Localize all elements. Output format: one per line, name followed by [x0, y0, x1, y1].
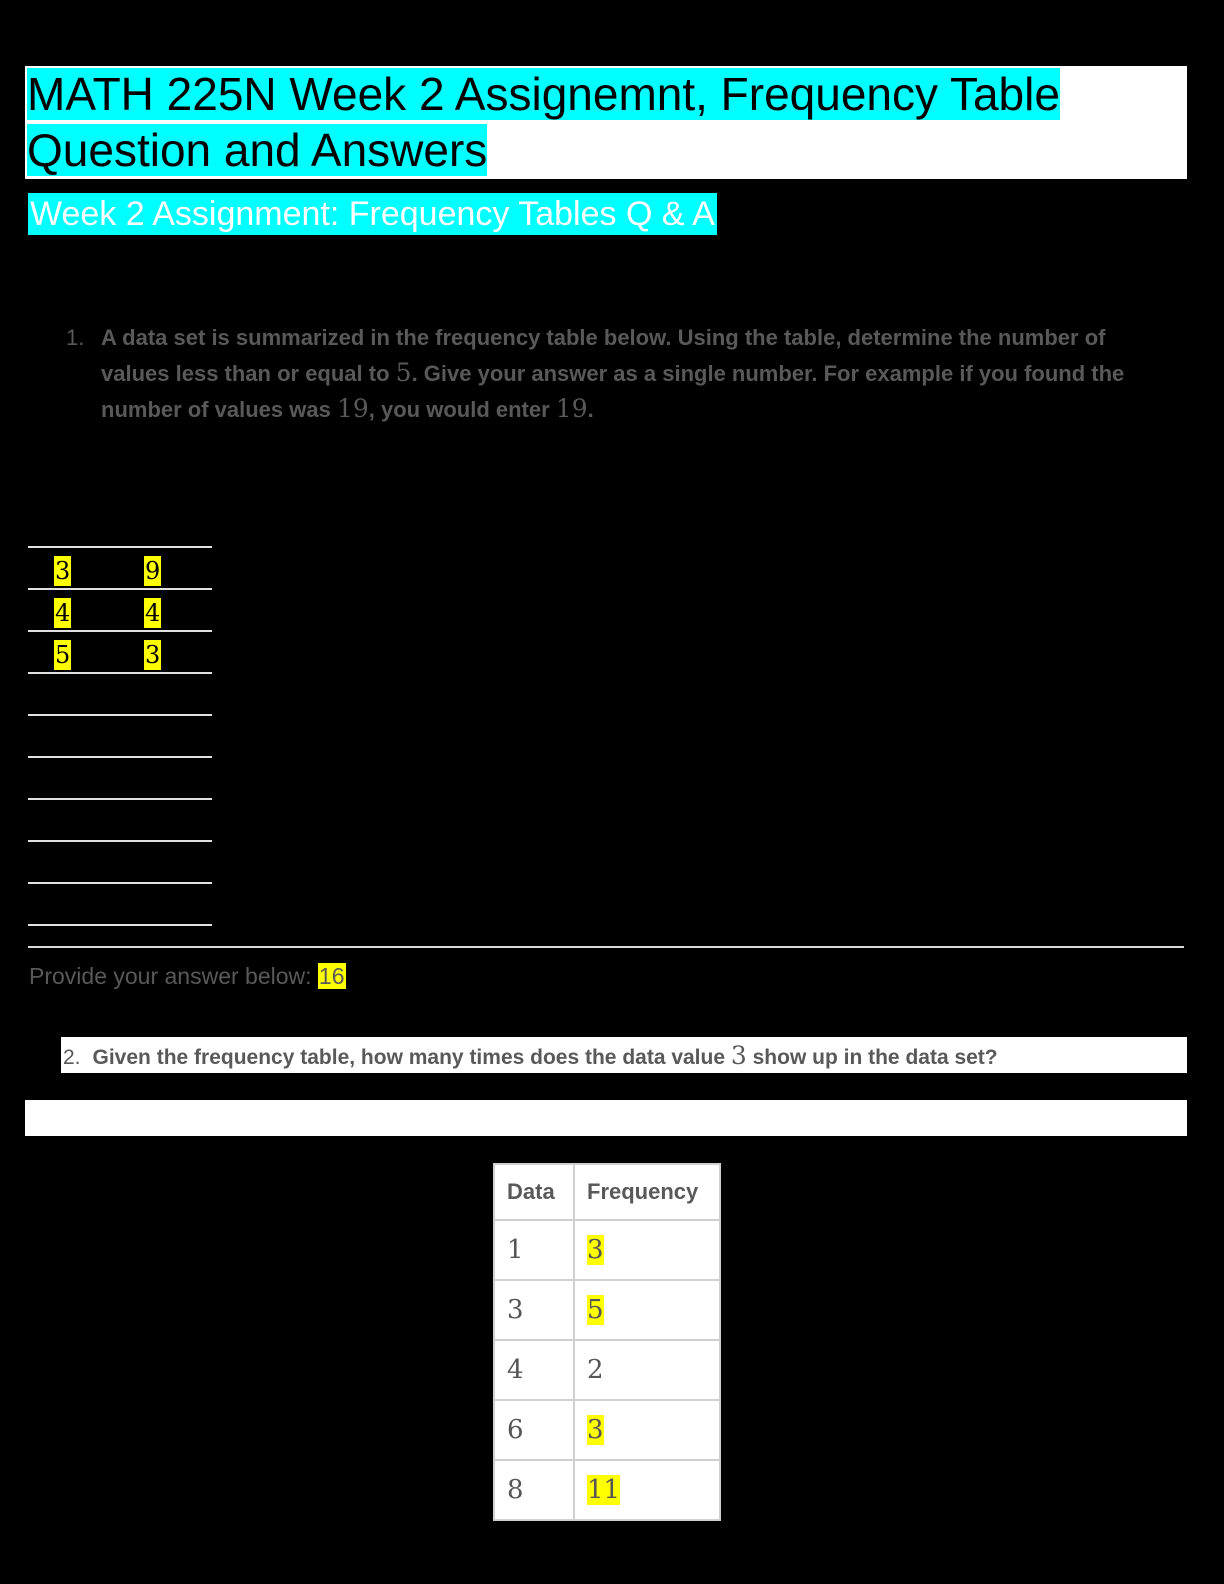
question-text-segment: Given the frequency table, how many times does the data value	[92, 1046, 731, 1069]
answer-value: 16	[318, 963, 345, 989]
data-cell: 6	[494, 1400, 574, 1460]
empty-table-row	[28, 672, 212, 714]
table-row	[28, 630, 212, 672]
empty-table-row	[28, 882, 212, 926]
table-row	[28, 588, 212, 630]
data-cell: 4	[494, 1340, 574, 1400]
table-row	[494, 1220, 720, 1280]
page-subtitle: Week 2 Assignment: Frequency Tables Q & A	[30, 195, 715, 233]
table-header-row	[494, 1164, 720, 1220]
question-1-answer	[29, 960, 346, 992]
data-cell: 3	[55, 557, 71, 585]
frequency-cell: 3	[145, 641, 161, 669]
frequency-cell	[574, 1280, 720, 1340]
question-1-number: 1.	[66, 325, 85, 350]
frequency-value: 3	[587, 1235, 604, 1265]
question-1	[66, 320, 1176, 427]
question-2-frequency-table	[493, 1163, 721, 1521]
blank-answer-area	[25, 1100, 1187, 1136]
question-text-segment: .	[587, 397, 594, 422]
answer-label: Provide your answer below:	[29, 963, 312, 989]
question-text-segment: , you would enter	[368, 397, 556, 422]
question-1-text	[101, 320, 1176, 427]
frequency-cell	[574, 1400, 720, 1460]
section-divider	[28, 946, 1184, 948]
frequency-cell: 4	[145, 599, 161, 627]
math-value: 5	[395, 358, 412, 387]
column-header-data: Data	[494, 1164, 574, 1220]
data-cell: 5	[55, 641, 71, 669]
math-value: 19	[336, 394, 369, 423]
frequency-cell	[574, 1220, 720, 1280]
frequency-cell	[574, 1340, 720, 1400]
frequency-value: 3	[587, 1415, 604, 1445]
math-value: 19	[555, 394, 588, 423]
data-cell: 3	[494, 1280, 574, 1340]
question-2	[63, 1039, 998, 1075]
data-cell: 8	[494, 1460, 574, 1520]
empty-table-row	[28, 840, 212, 882]
frequency-value: 2	[587, 1355, 604, 1385]
title-line-2: Question and Answers	[27, 124, 488, 176]
table-row	[494, 1280, 720, 1340]
math-value: 3	[730, 1041, 747, 1070]
empty-table-row	[28, 714, 212, 756]
frequency-cell	[574, 1460, 720, 1520]
question-2-number: 2.	[63, 1046, 81, 1069]
empty-table-row	[28, 798, 212, 840]
data-cell: 4	[55, 599, 71, 627]
title-line-1: MATH 225N Week 2 Assignemnt, Frequency Table	[27, 68, 1060, 120]
question-text-segment: A data set is summarized in the frequency table below. Using the table, determine the number of values less than or equal to	[101, 325, 1106, 386]
question-text-segment: . Give your answer as a single number. For example if you found the number of values was	[101, 361, 1125, 422]
empty-table-row	[28, 756, 212, 798]
table-row	[494, 1400, 720, 1460]
table-row	[494, 1460, 720, 1520]
question-1-frequency-table	[28, 546, 212, 926]
table-row	[494, 1340, 720, 1400]
frequency-cell: 9	[145, 557, 161, 585]
question-text-segment: show up in the data set?	[746, 1046, 998, 1069]
page-title	[27, 66, 1177, 178]
frequency-value: 11	[587, 1475, 621, 1505]
data-cell: 1	[494, 1220, 574, 1280]
column-header-frequency: Frequency	[574, 1164, 720, 1220]
frequency-value: 5	[587, 1295, 604, 1325]
table-row	[28, 546, 212, 588]
